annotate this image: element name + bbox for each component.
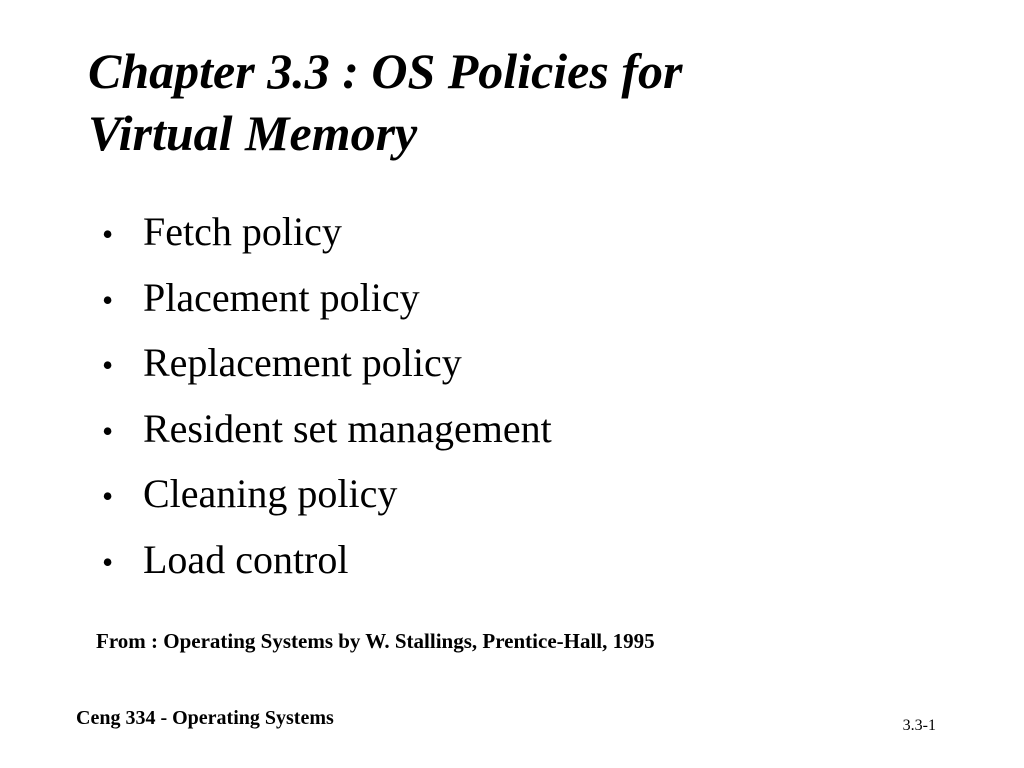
bullet-item-load-control [102,527,552,593]
slide-title-line-1: Chapter 3.3 : OS Policies for [88,43,683,99]
bullet-text: Fetch policy [143,209,342,254]
bullet-text: Load control [143,536,349,582]
bullet-text: Replacement policy [143,340,462,385]
bullet-item-resident-set-management [102,396,552,462]
slide-title [88,40,848,164]
bullet-icon: • [102,347,114,383]
bullet-item-fetch-policy [102,199,552,265]
bullet-text: Resident set management [143,405,552,451]
slide-title-line-2: Virtual Memory [88,105,418,161]
bullet-icon: • [102,412,114,449]
bullet-icon: • [102,281,114,318]
bullet-text: Placement policy [143,274,420,320]
bullet-list [102,199,552,592]
bullet-item-placement-policy [102,265,552,331]
bullet-item-replacement-policy [102,330,552,396]
bullet-text: Cleaning policy [143,471,398,516]
bullet-item-cleaning-policy [102,461,552,527]
page-number: 3.3-1 [902,717,936,734]
source-citation: From : Operating Systems by W. Stallings, Prentice-Hall, 1995 [96,629,655,653]
bullet-icon: • [102,216,114,252]
course-footer: Ceng 334 - Operating Systems [76,707,334,729]
bullet-icon: • [102,478,114,514]
bullet-icon: • [102,543,114,580]
